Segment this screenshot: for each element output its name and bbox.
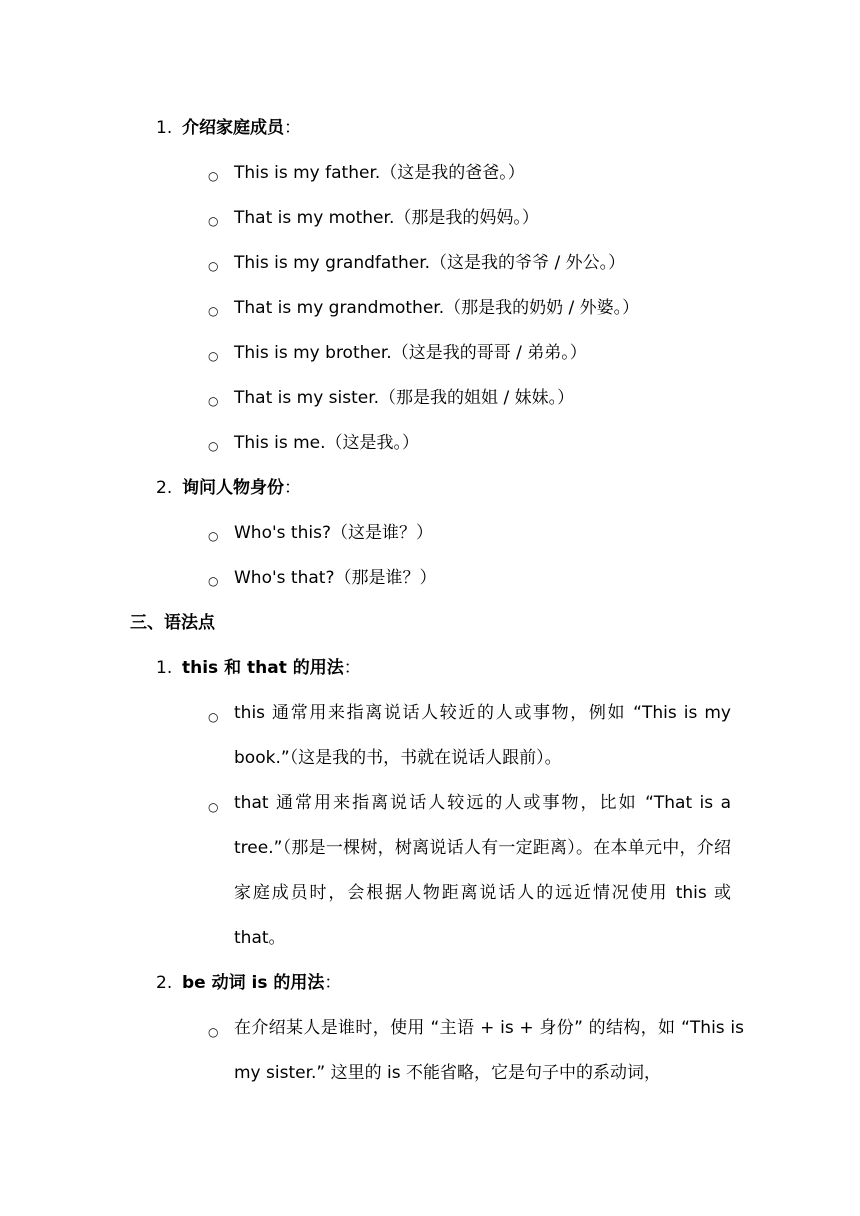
title-colon: ： [343, 658, 361, 678]
bullet-icon: ○ [208, 259, 219, 273]
bullet-icon: ○ [208, 1025, 219, 1039]
paragraph-item: that 通常用来指离说话人较远的人或事物，比如 “That is a tree.”（那是一棵树，树离说话人有一定距离）。在本单元中，介绍家庭成员时，会根据人物距离说话人的远近情况使用 this 或 that。 [234, 793, 731, 948]
list-item: That is my mother.（那是我的妈妈。） [234, 208, 539, 228]
section-title [182, 477, 301, 499]
list-item: That is my sister.（那是我的姐姐 / 妹妹。） [234, 388, 575, 408]
paragraph-item: this 通常用来指离说话人较近的人或事物，例如 “This is my book.”（这是我的书，书就在说话人跟前）。 [234, 703, 731, 768]
bullet-icon: ○ [208, 574, 219, 588]
section-title-text: be 动词 is 的用法 [182, 973, 325, 993]
bullet-icon: ○ [208, 394, 219, 408]
bullet-icon: ○ [208, 710, 219, 724]
bullet-icon: ○ [208, 214, 219, 228]
list-item: This is my brother.（这是我的哥哥 / 弟弟。） [234, 343, 587, 363]
list-item: Who's that?（那是谁？） [234, 568, 437, 588]
grammar-heading: 三、语法点 [130, 613, 215, 633]
section-title-text: this 和 that 的用法 [182, 658, 344, 678]
title-colon: ： [284, 118, 301, 138]
list-number: 1. [156, 118, 173, 138]
title-colon: ： [324, 973, 342, 993]
list-item: This is my grandfather.（这是我的爷爷 / 外公。） [234, 253, 626, 273]
title-colon: ： [284, 478, 301, 498]
section-title-text: 询问人物身份 [182, 478, 284, 498]
list-item: This is my father.（这是我的爸爸。） [234, 163, 525, 183]
bullet-icon: ○ [208, 169, 219, 183]
bullet-icon: ○ [208, 304, 219, 318]
list-number: 1. [156, 658, 173, 678]
bullet-icon: ○ [208, 800, 219, 814]
list-item: Who's this?（这是谁？） [234, 523, 433, 543]
section-title [182, 117, 301, 139]
section-title-text: 介绍家庭成员 [182, 118, 284, 138]
bullet-icon: ○ [208, 439, 219, 453]
paragraph-item: 在介绍某人是谁时，使用 “主语 + is + 身份” 的结构，如 “This is my sister.” 这里的 is 不能省略，它是句子中的系动词， [234, 1018, 744, 1083]
bullet-icon: ○ [208, 349, 219, 363]
list-number: 2. [156, 478, 173, 498]
bullet-icon: ○ [208, 529, 219, 543]
section-title [182, 972, 341, 994]
list-item: This is me.（这是我。） [234, 433, 420, 453]
section-title [182, 657, 361, 679]
list-item: That is my grandmother.（那是我的奶奶 / 外婆。） [234, 298, 640, 318]
list-number: 2. [156, 973, 173, 993]
